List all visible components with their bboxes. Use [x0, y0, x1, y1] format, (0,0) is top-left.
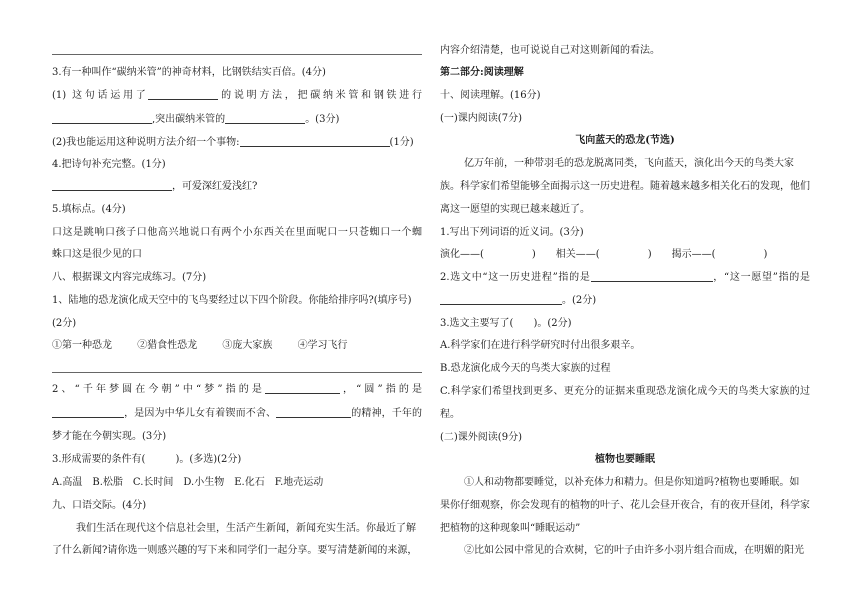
question-4-answer: ，可爱深红爱浅红?: [52, 180, 257, 194]
section-9-para-line3: 内容介绍清楚，也可说说自己对这则新闻的看法。: [440, 45, 660, 56]
answer-line: [52, 54, 422, 55]
options-row: ①第一种恐龙 ②猎食性恐龙 ③庞大家族 ④学习飞行: [52, 340, 348, 351]
blank[interactable]: [276, 407, 351, 418]
passage-1-line1: 亿万年前，一种带羽毛的恐龙脱离同类，飞向蓝天，演化出今天的鸟类大家: [464, 158, 794, 169]
question-3-1-cont: ,突出碳纳米管的 。(3分): [52, 113, 339, 127]
passage-1-line3: 离这一愿望的实现已越来越近了。: [440, 204, 590, 215]
reading-q2-cont: 。(2分): [440, 294, 596, 308]
blank[interactable]: [52, 113, 152, 124]
question-3: 3.有一种叫作“碳纳米管”的神奇材料，比钢铁结实百倍。(4分): [52, 67, 326, 78]
reading-q1: 1.写出下列词语的近义词。(3分): [440, 227, 584, 238]
section-9-title: 九、口语交际。(4分): [52, 500, 147, 511]
section-8-q1-points: (2分): [52, 318, 77, 329]
blank[interactable]: [148, 89, 218, 100]
part-2-heading: 第二部分:阅读理解: [440, 67, 524, 78]
reading-q3-option-a: A.科学家们在进行科学研究时付出很多艰辛。: [440, 340, 641, 351]
subsection-1-title: (一)课内阅读(7分): [440, 113, 522, 124]
section-9-para-line2: 了什么新闻?请你选一则感兴趣的写下来和同学们一起分享。要写清楚新闻的来源，: [52, 545, 418, 556]
blank[interactable]: [225, 113, 305, 124]
section-8-q2-end: 梦才能在今朝实现。(3分): [52, 431, 167, 442]
question-4: 4.把诗句补充完整。(1分): [52, 159, 166, 170]
section-8-q2: 2、“千年梦圆在今朝”中“梦”指的是 ，“圆”指的是: [52, 384, 422, 395]
question-5: 5.填标点。(4分): [52, 204, 126, 215]
blank[interactable]: [265, 383, 340, 394]
reading-q3: 3.选文主要写了( )。(2分): [440, 318, 572, 329]
section-8-q1: 1、陆地的恐龙演化成天空中的飞鸟要经过以下四个阶段。你能给排序吗?(填序号): [52, 295, 412, 306]
section-10-title: 十、阅读理解。(16分): [440, 90, 541, 101]
section-8-q3: 3.形成需要的条件有( )。(多选)(2分): [52, 454, 242, 465]
section-8-q3-options: A.高温 B.松脂 C.长时间 D.小生物 E.化石 F.地壳运动: [52, 477, 324, 488]
question-3-2: (2)我也能运用这种说明方法介绍一个事物: (1分): [52, 137, 414, 148]
blank[interactable]: [240, 136, 390, 147]
section-8-title: 八、根据课文内容完成练习。(7分): [52, 272, 207, 283]
reading-q1-answers: 演化——( ) 相关——( ) 揭示——( ): [440, 249, 768, 260]
question-5-line2: 蛛口这是很少见的口: [52, 249, 142, 260]
question-5-line1: 口这是跳响口孩子口他高兴地说口有两个小东西关在里面呢口一只苍蜘口一个蜘: [52, 227, 422, 238]
blank[interactable]: [52, 180, 172, 191]
subsection-2-title: (二)课外阅读(9分): [440, 432, 522, 443]
blank[interactable]: [591, 271, 713, 282]
passage-2-line1: ①人和动物都要睡觉，以补充体力和精力。但是你知道吗?植物也要睡眠。如: [464, 477, 800, 488]
section-8-q2-cont: ，是因为中华儿女有着锲而不舍、 的精神，千年的: [52, 407, 422, 421]
reading-q3-option-c-end: 程。: [440, 409, 460, 420]
answer-line: [52, 372, 422, 373]
reading-q3-option-b: B.恐龙演化成今天的鸟类大家族的过程: [440, 363, 611, 374]
blank[interactable]: [52, 407, 124, 418]
blank[interactable]: [440, 294, 562, 305]
passage-1-title: 飞向蓝天的恐龙(节选): [575, 135, 675, 146]
passage-1-line2: 族。科学家们希望能够全面揭示这一历史进程。随着越来越多相关化石的发现，他们: [440, 181, 810, 192]
passage-2-para2-line1: ②比如公园中常见的合欢树，它的叶子由许多小羽片组合而成，在明媚的阳光: [464, 545, 804, 556]
section-9-para-line1: 我们生活在现代这个信息社会里，生活产生新闻，新闻充实生活。你最近了解: [76, 523, 416, 534]
passage-2-title: 植物也要睡眠: [595, 454, 655, 465]
reading-q2: 2.选文中“这一历史进程”指的是 ，“这一愿望”指的是: [440, 272, 811, 283]
question-3-1: (1) 这句话运用了 的说明方法，把碳纳米管和钢铁进行: [52, 90, 423, 101]
reading-q3-option-c: C.科学家们希望找到更多、更充分的证据来重现恐龙演化成今天的鸟类大家族的过: [440, 386, 810, 397]
passage-2-line3: 把植物的这种现象叫“睡眠运动”: [440, 523, 581, 534]
passage-2-line2: 果你仔细观察，你会发现有的植物的叶子、花儿会昼开夜合，有的夜开昼闭，科学家: [440, 500, 810, 511]
